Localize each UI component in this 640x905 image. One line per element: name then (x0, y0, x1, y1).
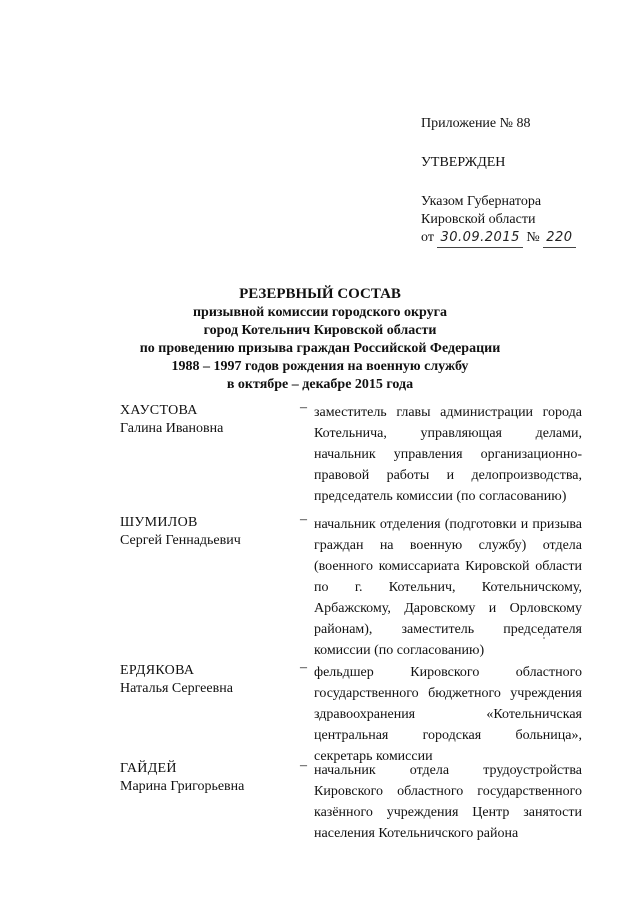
title-line-2: город Котельнич Кировской области (203, 323, 437, 338)
member-dash: – (300, 400, 307, 415)
member-role: фельдшер Кировского областного государственного бюджетного учреждения здравоохранения «Котельничская центральная городская больница», секретарь комиссии (314, 665, 582, 764)
title-line-3: по проведению призыва граждан Российской Федерации (139, 341, 501, 356)
member-name (120, 662, 290, 698)
member-surname: ХАУСТОВА (120, 403, 198, 418)
member-role: заместитель главы администрации города Котельнича, управляющая делами, начальник управления организационно-правовой работы и делопроизводства, председатель комиссии (по согласованию) (314, 405, 582, 504)
approval-block (421, 115, 576, 248)
member-name (120, 514, 290, 550)
number-label: № (526, 230, 540, 245)
member-dash: – (300, 758, 307, 773)
date-prefix: от (421, 230, 434, 245)
decree-line-2: Кировской области (421, 212, 536, 227)
member-given-name: Сергей Геннадьевич (120, 533, 241, 548)
member-role: начальник отдела трудоустройства Кировского областного государственного казённого учреждения Центр занятости населения Котельничского района (314, 763, 582, 841)
title-line-1: призывной комиссии городского округа (192, 305, 448, 320)
approved-label: УТВЕРЖДЕН (421, 155, 506, 170)
member-dash: – (300, 660, 307, 675)
handwritten-date: 30.09.2015 (437, 229, 522, 248)
member-given-name: Галина Ивановна (120, 421, 224, 436)
document-title-block (100, 285, 540, 394)
handwritten-number: 220 (543, 229, 575, 248)
member-name (120, 402, 290, 438)
decree-block (421, 193, 576, 248)
member-surname: ЕРДЯКОВА (120, 663, 195, 678)
member-given-name: Наталья Сергеевна (120, 681, 233, 696)
member-surname: ГАЙДЕЙ (120, 761, 177, 776)
member-name (120, 760, 290, 796)
decree-date-line (421, 229, 576, 248)
document-title: РЕЗЕРВНЫЙ СОСТАВ (239, 286, 401, 302)
decree-line-1: Указом Губернатора (421, 194, 542, 209)
member-surname: ШУМИЛОВ (120, 515, 198, 530)
member-role: начальник отделения (подготовки и призыва граждан на военную службу) отдела (военного комиссариата Кировской области по г. Котельнич, Котельничскому, Арбажскому, Даровскому и Орловскому районам), заместитель председателя комиссии (по согласованию) (314, 517, 582, 658)
appendix-label: Приложение № 88 (421, 116, 531, 131)
member-given-name: Марина Григорьевна (120, 779, 245, 794)
member-dash: – (300, 512, 307, 527)
scan-speck (543, 637, 545, 639)
title-line-4: 1988 – 1997 годов рождения на военную службу (171, 359, 469, 374)
title-line-5: в октябре – декабре 2015 года (226, 377, 414, 392)
